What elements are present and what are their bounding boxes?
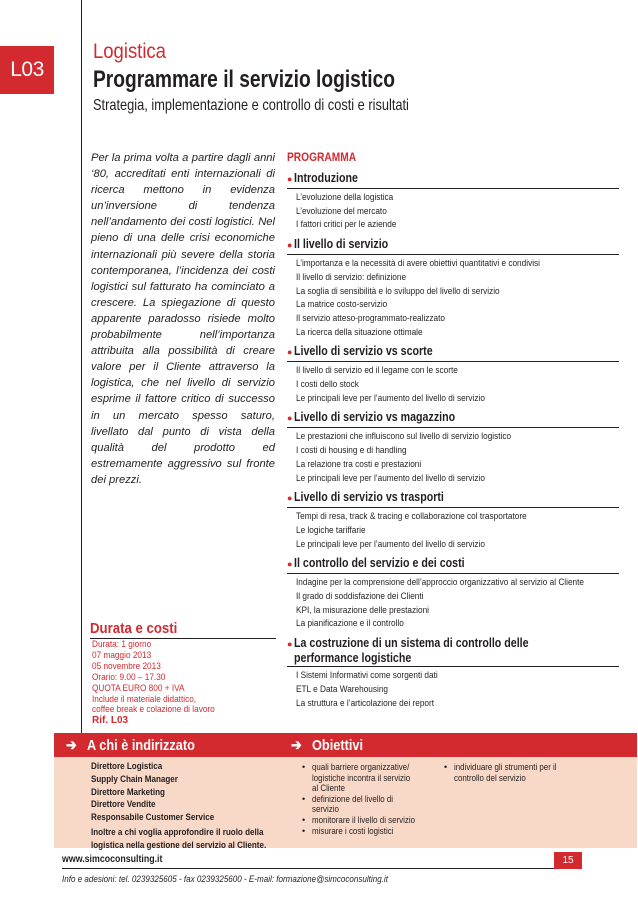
program-sections [287, 170, 619, 710]
section-item: L’evoluzione della logistica [296, 192, 394, 203]
section-item: I costi dello stock [296, 379, 359, 391]
arrow-right-icon: ➔ [291, 737, 302, 754]
objective-text: definizione del livello di servizio [312, 793, 394, 815]
bullet-dot-icon: ● [287, 639, 293, 650]
bullet-dot-icon: • [444, 762, 448, 772]
duration-line: QUOTA EURO 800 + IVA [92, 681, 185, 693]
program-heading: PROGRAMMA [287, 150, 357, 164]
section-title [287, 343, 619, 362]
section-title [287, 635, 619, 667]
page-title: Programmare il servizio logistico [93, 66, 395, 93]
section-title-text: Livello di servizio vs scorte [294, 343, 434, 359]
section-item: Il grado di soddisfazione dei Clienti [296, 591, 424, 603]
arrow-right-icon: ➔ [66, 737, 77, 754]
section-item: L’importanza e la necessità di avere obiettivi quantitativi e condivisi [296, 258, 540, 270]
objective-text: quali barriere organizzative/ logistiche incontra il servizio al Cliente [312, 762, 411, 794]
duration-line: coffee break e colazione di lavoro [92, 703, 215, 715]
section-items [296, 510, 619, 551]
bullet-dot-icon: ● [287, 413, 293, 424]
bullet-dot-icon: • [302, 793, 306, 804]
section-items [296, 430, 619, 485]
audience-item: Supply Chain Manager [91, 772, 178, 784]
section-item: Le logiche tariffarie [296, 524, 366, 536]
bullet-dot-icon: ● [287, 240, 293, 251]
bullet-dot-icon: • [302, 814, 306, 825]
footer-divider [62, 868, 582, 869]
objectives-list-1 [302, 762, 430, 836]
section-item: Il livello di servizio: definizione [296, 271, 407, 283]
audience-item: Direttore Logistica [91, 760, 163, 771]
category-label: Logistica [93, 40, 166, 63]
section-items [296, 257, 619, 339]
section-items [296, 364, 619, 405]
program-section [287, 236, 619, 339]
section-item: Il livello di servizio ed il legame con le scorte [296, 365, 458, 377]
objectives-label: ➔ Obiettivi [291, 737, 363, 754]
section-item: Indagine per la comprensione dell’approccio organizzativo al servizio al Cliente [296, 577, 585, 589]
duration-line: Include il materiale didattico, [92, 692, 197, 704]
objectives-list-2 [444, 762, 574, 783]
section-item: Il servizio atteso-programmato-realizzato [296, 312, 446, 324]
section-title-text: Il livello di servizio [294, 236, 389, 252]
section-title-text: Il controllo del servizio e dei costi [294, 555, 466, 571]
bullet-dot-icon: ● [287, 174, 293, 184]
audience-item: Inoltre a chi voglia approfondire il ruolo della [91, 825, 264, 837]
section-title [287, 555, 619, 574]
objective-text: individuare gli strumenti per il controllo del servizio [454, 762, 557, 783]
section-title [287, 236, 619, 255]
objective-item [302, 815, 430, 826]
objective-item [302, 794, 430, 815]
bullet-dot-icon: • [302, 762, 306, 772]
duration-title: Durata e costi [90, 620, 276, 639]
program-section [287, 409, 619, 485]
section-items [296, 576, 619, 631]
program-panel [287, 150, 619, 710]
program-section [287, 635, 619, 710]
section-item: L’evoluzione del mercato [296, 205, 387, 217]
objective-text: monitorare il livello di servizio [312, 814, 416, 825]
section-item: Le prestazioni che influiscono sul livello di servizio logistico [296, 431, 512, 443]
audience-item: Direttore Marketing [91, 785, 165, 797]
section-title-text: Introduzione [294, 170, 359, 185]
section-title [287, 489, 619, 508]
audience-item: logistica nella gestione del servizio al Cliente. [91, 838, 267, 850]
duration-line: Durata: 1 giorno [92, 638, 152, 649]
program-section [287, 170, 619, 232]
program-section [287, 489, 619, 551]
audience-item: Direttore Vendite [91, 798, 156, 810]
section-item: ETL e Data Warehousing [296, 683, 389, 695]
duration-line: 07 maggio 2013 [92, 648, 152, 660]
section-title-text: Livello di servizio vs magazzino [294, 409, 456, 425]
website-link[interactable]: www.simcoconsulting.it [62, 854, 163, 865]
objective-item [444, 762, 574, 783]
program-section [287, 555, 619, 631]
audience-label: ➔ A chi è indirizzato [66, 737, 195, 754]
section-item: La pianificazione e il controllo [296, 618, 404, 630]
reference-code: Rif. L03 [92, 715, 129, 727]
duration-line: 05 novembre 2013 [92, 659, 161, 671]
audience-item: Responsabile Customer Service [91, 811, 215, 823]
section-item: KPI, la misurazione delle prestazioni [296, 604, 430, 616]
bullet-dot-icon: • [302, 825, 306, 836]
section-item: Le principali leve per l’aumento del livello di servizio [296, 538, 485, 550]
section-items [296, 669, 619, 710]
page-subtitle: Strategia, implementazione e controllo di costi e risultati [93, 97, 409, 114]
section-title-text: La costruzione di un sistema di controllo delle performance logistiche [294, 635, 529, 666]
section-title [287, 409, 619, 428]
course-code-badge: L03 [0, 46, 54, 94]
section-item: La matrice costo-servizio [296, 299, 388, 311]
section-items [296, 191, 619, 232]
contact-info: Info e adesioni: tel. 0239325605 - fax 0239325600 - E-mail: formazione@simcoconsulting.it [62, 873, 388, 884]
bullet-dot-icon: ● [287, 493, 293, 504]
objective-item [302, 826, 430, 837]
duration-costs-box [90, 620, 276, 726]
program-section [287, 343, 619, 405]
section-item: Le principali leve per l’aumento del livello di servizio [296, 472, 485, 484]
section-title [287, 170, 619, 189]
objective-item [302, 762, 430, 794]
section-title-text: Livello di servizio vs trasporti [294, 489, 445, 505]
section-item: Tempi di resa, track & tracing e collaborazione col trasportatore [296, 511, 527, 523]
section-item: Le principali leve per l’aumento del livello di servizio [296, 392, 485, 404]
section-item: La ricerca della situazione ottimale [296, 326, 423, 338]
section-item: La struttura e l’articolazione dei report [296, 697, 435, 709]
section-item: La soglia di sensibilità e lo sviluppo del livello di servizio [296, 285, 500, 297]
page-number: 15 [554, 852, 582, 869]
section-item: I costi di housing e di handling [296, 445, 407, 457]
audience-list [91, 760, 295, 852]
intro-paragraph: Per la prima volta a partire dagli anni ‘80, accreditati enti internazionali di ricerca mettono in evidenza un’inversione di tendenza nell’andamento dei costi logistici. Nel pieno di una delle crisi economiche internazionali più severe della storia contemporanea, l’incidenza dei costi logistici sul fatturato ha cominciato a crescere. La spiegazione di questo apparente paradosso risiede molto probabilmente nell’importanza attribuita alla possibilità di creare valore per il Cliente attraverso la logistica, che nel livello di servizio esprime il fattore critico di successo in un mercato spesso saturo, livellato dal punto di vista della qualità del prodotto ed estremamente aggressivo sul fronte dei prezzi. [91, 152, 275, 486]
vertical-divider [81, 0, 82, 733]
duration-lines [90, 639, 276, 715]
objective-text: misurare i costi logistici [312, 825, 394, 836]
section-item: I Sistemi Informativi come sorgenti dati [296, 670, 438, 682]
duration-line: Orario: 9.00 – 17.30 [92, 670, 166, 682]
section-item: La relazione tra costi e prestazioni [296, 458, 422, 470]
section-item: I fattori critici per le aziende [296, 219, 397, 231]
bullet-dot-icon: ● [287, 559, 293, 570]
bullet-dot-icon: ● [287, 347, 293, 358]
